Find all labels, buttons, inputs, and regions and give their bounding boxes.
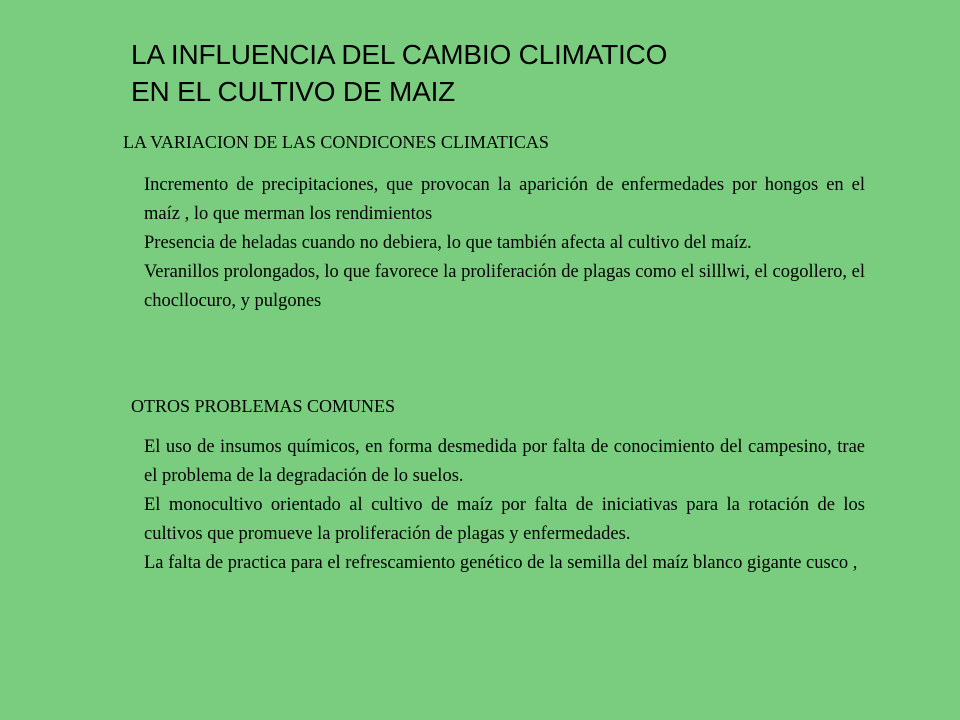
section-climate-variation-body: [144, 171, 865, 316]
paragraph-monoculture: El monocultivo orientado al cultivo de maíz por falta de iniciativas para la rotación de los cultivos que promueve la proliferación de plagas y enfermedades.: [144, 495, 865, 544]
paragraph-chemical-inputs: El uso de insumos químicos, en forma desmedida por falta de conocimiento del campesino, trae el problema de la degradación de lo suelos.: [144, 437, 865, 486]
slide-title-line-1: LA INFLUENCIA DEL CAMBIO CLIMATICO: [131, 39, 668, 70]
slide-title: [131, 36, 831, 110]
section-heading-climate-variation: LA VARIACION DE LAS CONDICONES CLIMATICAS: [123, 132, 549, 152]
paragraph-dry-spells: Veranillos prolongados, lo que favorece la proliferación de plagas como el silllwi, el cogollero, el chocllocuro, y pulgones: [144, 262, 865, 311]
section-heading-common-problems: OTROS PROBLEMAS COMUNES: [131, 396, 396, 416]
paragraph-frost: Presencia de heladas cuando no debiera, lo que también afecta al cultivo del maíz.: [144, 233, 752, 253]
slide-title-line-2: EN EL CULTIVO DE MAIZ: [131, 76, 456, 107]
paragraph-precipitation: Incremento de precipitaciones, que provocan la aparición de enfermedades por hongos en el maíz , lo que merman los rendimientos: [144, 175, 865, 224]
paragraph-seed-renewal: La falta de practica para el refrescamiento genético de la semilla del maíz blanco gigante cusco ,: [144, 553, 858, 573]
section-common-problems-body: [144, 433, 865, 578]
